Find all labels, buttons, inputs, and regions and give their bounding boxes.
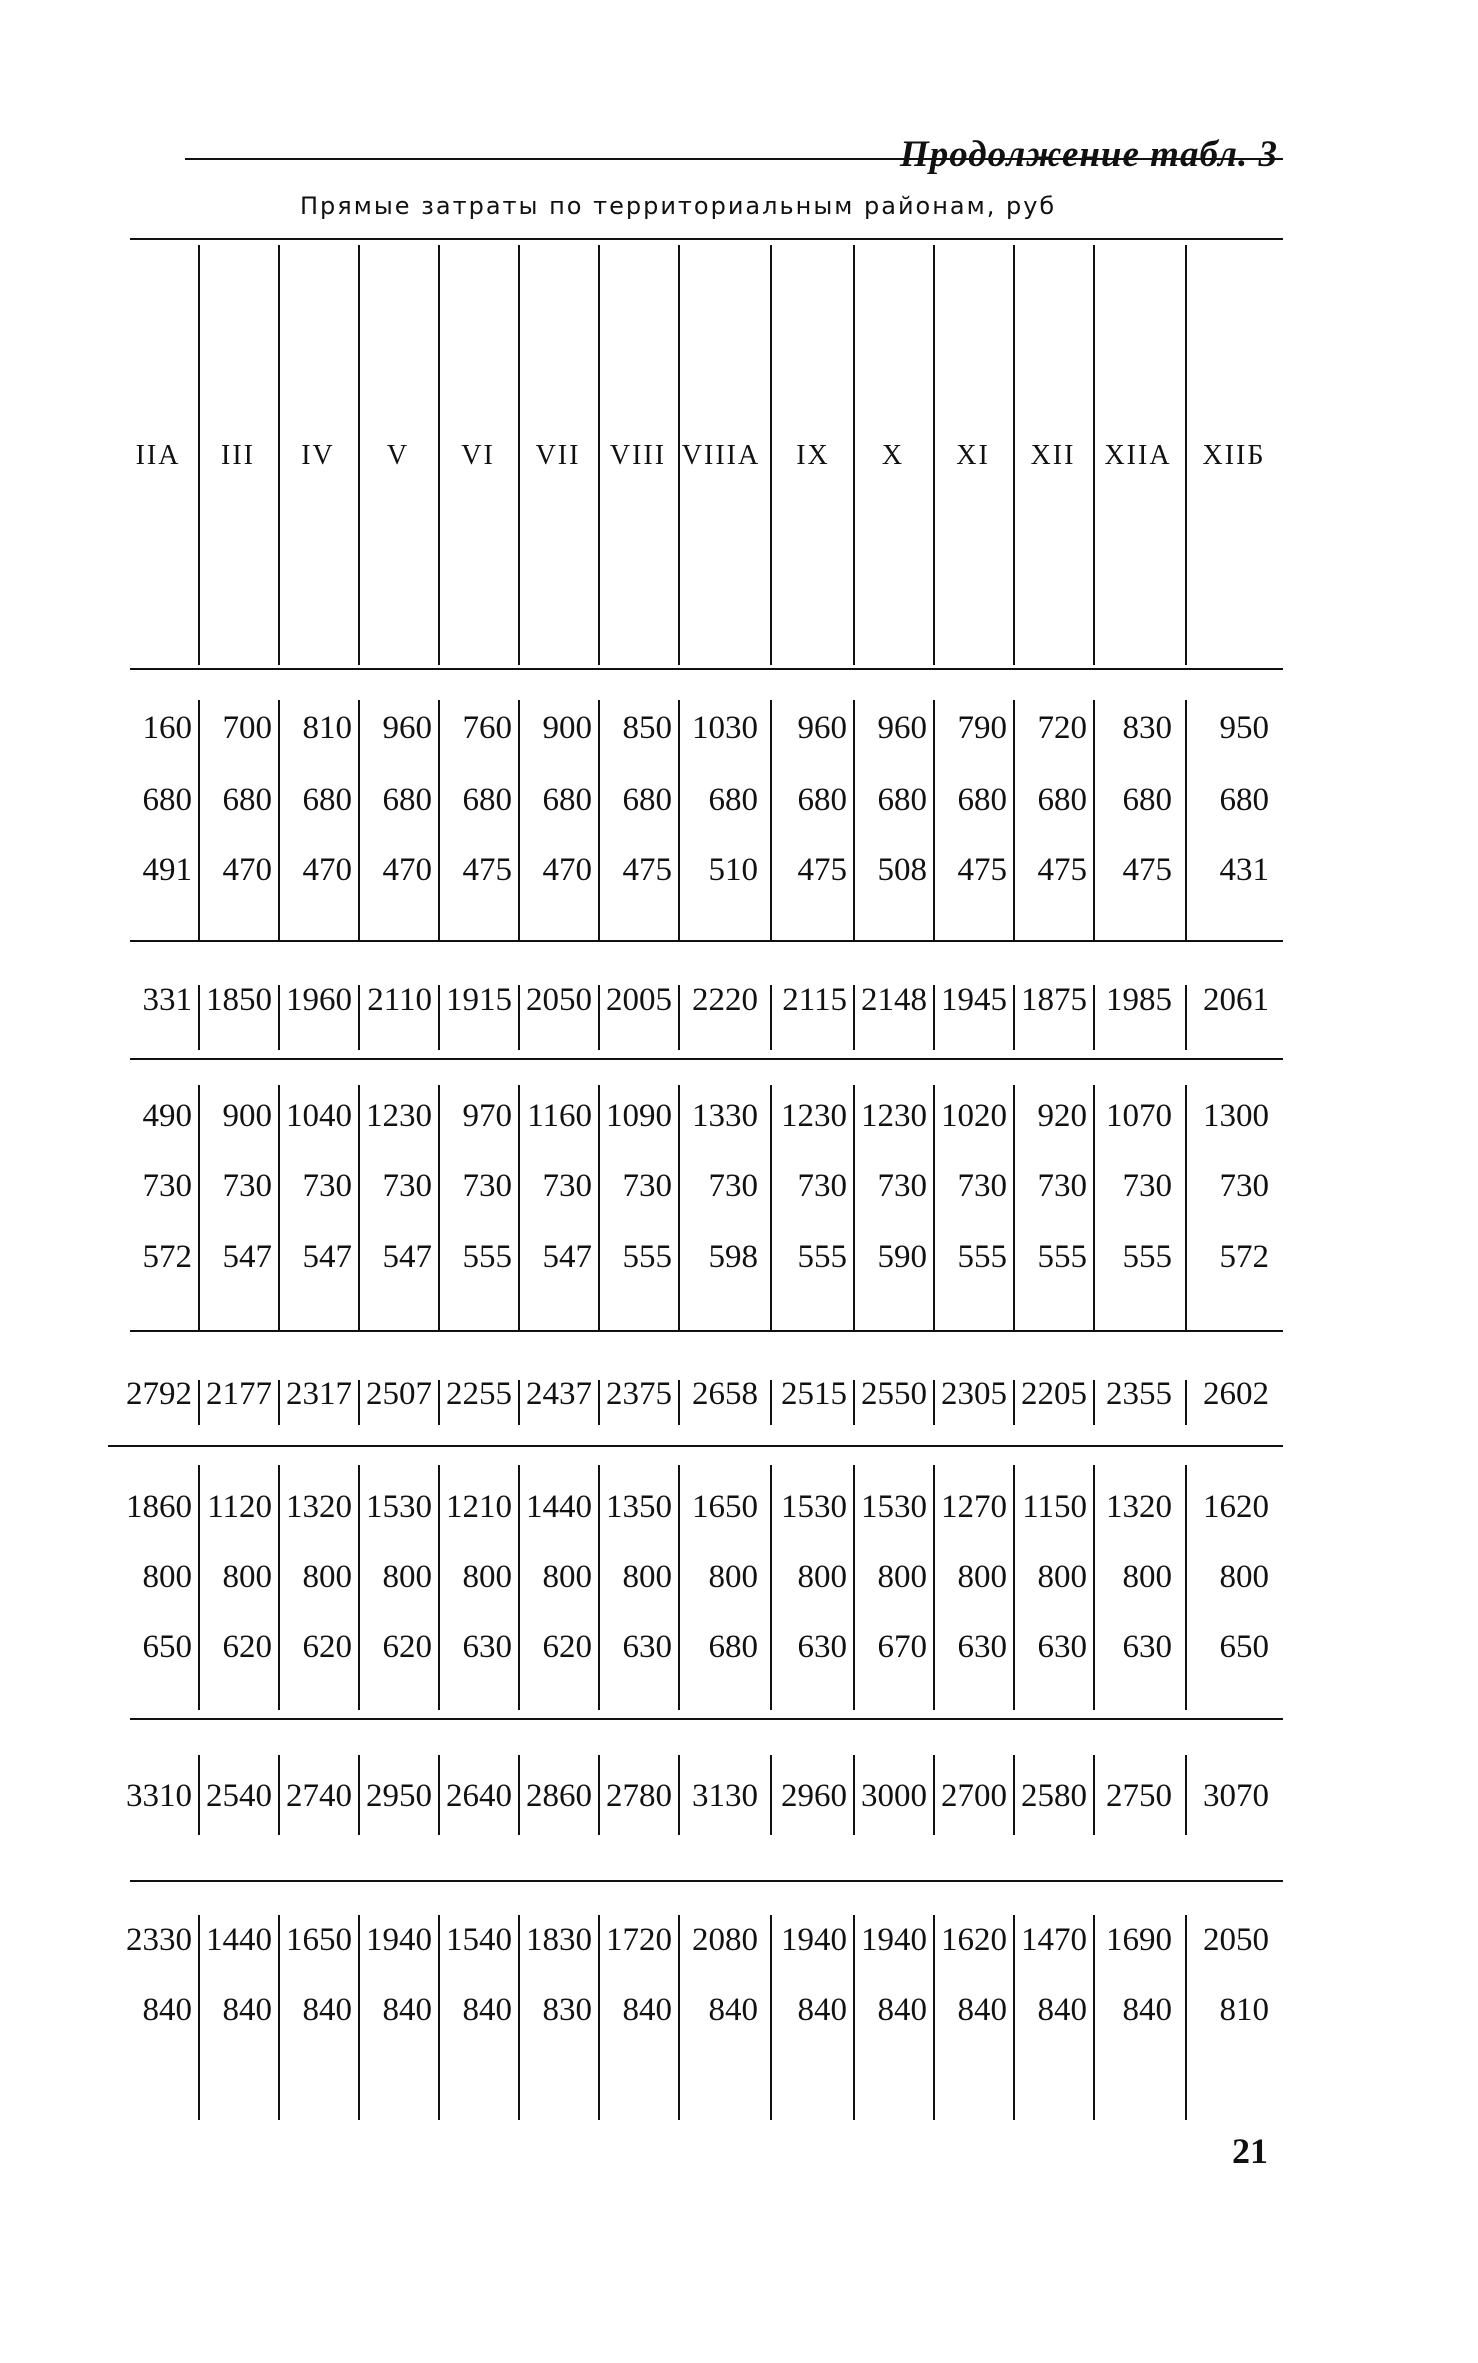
table-cell: 730: [302, 1168, 352, 1204]
table-cell: 730: [142, 1168, 192, 1204]
table-cell: 800: [1219, 1559, 1269, 1595]
table-cell: 620: [542, 1629, 592, 1665]
table-cell: 1940: [366, 1922, 432, 1958]
table-cell: 2115: [782, 982, 847, 1018]
table-cell: 547: [222, 1239, 272, 1275]
table-cell: 547: [382, 1239, 432, 1275]
table-cell: 680: [957, 782, 1007, 818]
table-cell: 1940: [781, 1922, 847, 1958]
table-cell: 810: [1219, 1992, 1269, 2028]
table-cell: 800: [142, 1559, 192, 1595]
table-cell: 680: [302, 782, 352, 818]
table-cell: 2148: [861, 982, 927, 1018]
table-cell: 680: [542, 782, 592, 818]
column-header: IV: [301, 440, 335, 471]
table-cell: 680: [462, 782, 512, 818]
table-rule: [130, 1718, 1283, 1720]
table-rule: [130, 940, 1283, 942]
table-cell: 760: [462, 710, 512, 746]
table-cell: 2550: [861, 1376, 927, 1412]
table-cell: 840: [797, 1992, 847, 2028]
table-cell: 2061: [1203, 982, 1269, 1018]
table-cell: 470: [222, 852, 272, 888]
table-cell: 1540: [446, 1922, 512, 1958]
column-divider: [770, 245, 772, 665]
table-cell: 800: [462, 1559, 512, 1595]
table-rule: [185, 158, 1283, 160]
table-cell: 1030: [692, 710, 758, 746]
table-cell: 547: [542, 1239, 592, 1275]
table-cell: 331: [142, 982, 192, 1018]
table-cell: 1690: [1106, 1922, 1172, 1958]
table-cell: 2110: [367, 982, 432, 1018]
table-cell: 555: [797, 1239, 847, 1275]
table-cell: 900: [542, 710, 592, 746]
table-cell: 3000: [861, 1778, 927, 1814]
table-cell: 960: [877, 710, 927, 746]
table-cell: 680: [708, 782, 758, 818]
table-cell: 1650: [286, 1922, 352, 1958]
table-cell: 1620: [941, 1922, 1007, 1958]
table-cell: 572: [1219, 1239, 1269, 1275]
table-cell: 840: [142, 1992, 192, 2028]
table-cell: 1830: [526, 1922, 592, 1958]
table-cell: 475: [1037, 852, 1087, 888]
table-cell: 730: [222, 1168, 272, 1204]
table-cell: 470: [542, 852, 592, 888]
table-cell: 830: [542, 1992, 592, 2028]
table-cell: 1620: [1203, 1489, 1269, 1525]
table-cell: 431: [1219, 852, 1269, 888]
table-cell: 850: [622, 710, 672, 746]
table-cell: 2255: [446, 1376, 512, 1412]
table-cell: 790: [957, 710, 1007, 746]
table-cell: 491: [142, 852, 192, 888]
table-cell: 630: [462, 1629, 512, 1665]
table-cell: 1210: [446, 1489, 512, 1525]
table-cell: 1070: [1106, 1098, 1172, 1134]
table-subtitle: Прямые затраты по территориальным районам, руб: [300, 192, 1057, 220]
table-cell: 2080: [692, 1922, 758, 1958]
table-cell: 920: [1037, 1098, 1087, 1134]
table-cell: 1940: [861, 1922, 927, 1958]
table-cell: 555: [462, 1239, 512, 1275]
table-cell: 840: [957, 1992, 1007, 2028]
table-cell: 840: [708, 1992, 758, 2028]
table-cell: 620: [302, 1629, 352, 1665]
column-header: XIIА: [1104, 440, 1172, 471]
table-cell: 1020: [941, 1098, 1007, 1134]
table-cell: 630: [1122, 1629, 1172, 1665]
table-cell: 800: [1122, 1559, 1172, 1595]
table-cell: 1320: [1106, 1489, 1172, 1525]
table-cell: 1850: [206, 982, 272, 1018]
table-cell: 475: [957, 852, 1007, 888]
table-cell: 490: [142, 1098, 192, 1134]
table-cell: 508: [877, 852, 927, 888]
table-cell: 1960: [286, 982, 352, 1018]
column-header: IX: [796, 440, 830, 471]
table-cell: 2050: [1203, 1922, 1269, 1958]
table-cell: 680: [1122, 782, 1172, 818]
table-cell: 510: [708, 852, 758, 888]
table-cell: 1350: [606, 1489, 672, 1525]
table-cell: 840: [382, 1992, 432, 2028]
table-cell: 680: [797, 782, 847, 818]
table-cell: 2792: [126, 1376, 192, 1412]
table-cell: 160: [142, 710, 192, 746]
table-cell: 680: [222, 782, 272, 818]
column-divider: [1185, 245, 1187, 665]
table-cell: 2640: [446, 1778, 512, 1814]
table-cell: 810: [302, 710, 352, 746]
table-cell: 2330: [126, 1922, 192, 1958]
table-cell: 630: [957, 1629, 1007, 1665]
table-cell: 840: [302, 1992, 352, 2028]
table-cell: 1440: [206, 1922, 272, 1958]
table-cell: 1320: [286, 1489, 352, 1525]
table-rule: [130, 238, 1283, 240]
table-cell: 2540: [206, 1778, 272, 1814]
table-cell: 3130: [692, 1778, 758, 1814]
table-cell: 1720: [606, 1922, 672, 1958]
table-cell: 730: [877, 1168, 927, 1204]
table-cell: 650: [142, 1629, 192, 1665]
column-header: VII: [535, 440, 581, 471]
table-cell: 1650: [692, 1489, 758, 1525]
table-cell: 470: [382, 852, 432, 888]
table-cell: 1530: [366, 1489, 432, 1525]
table-cell: 680: [382, 782, 432, 818]
page-number: 21: [1232, 2131, 1268, 2171]
table-cell: 630: [797, 1629, 847, 1665]
table-cell: 470: [302, 852, 352, 888]
table-cell: 800: [797, 1559, 847, 1595]
table-cell: 475: [797, 852, 847, 888]
table-cell: 2602: [1203, 1376, 1269, 1412]
table-cell: 1470: [1021, 1922, 1087, 1958]
table-cell: 680: [877, 782, 927, 818]
table-cell: 555: [1037, 1239, 1087, 1275]
table-cell: 700: [222, 710, 272, 746]
table-cell: 1150: [1022, 1489, 1087, 1525]
table-cell: 800: [622, 1559, 672, 1595]
column-header: V: [386, 440, 410, 471]
table-cell: 2507: [366, 1376, 432, 1412]
table-cell: 680: [142, 782, 192, 818]
table-cell: 720: [1037, 710, 1087, 746]
table-cell: 650: [1219, 1629, 1269, 1665]
column-header: VIIIА: [681, 440, 761, 471]
column-header: XIIБ: [1202, 440, 1266, 471]
table-cell: 555: [1122, 1239, 1172, 1275]
table-cell: 1440: [526, 1489, 592, 1525]
table-cell: 960: [797, 710, 847, 746]
table-cell: 1040: [286, 1098, 352, 1134]
table-cell: 2177: [206, 1376, 272, 1412]
table-cell: 2355: [1106, 1376, 1172, 1412]
table-cell: 670: [877, 1629, 927, 1665]
table-cell: 1875: [1021, 982, 1087, 1018]
table-cell: 1230: [781, 1098, 847, 1134]
table-rule: [130, 1330, 1283, 1332]
table-cell: 680: [622, 782, 672, 818]
table-rule: [130, 1058, 1283, 1060]
table-cell: 620: [382, 1629, 432, 1665]
table-cell: 1530: [861, 1489, 927, 1525]
table-cell: 475: [622, 852, 672, 888]
table-cell: 730: [957, 1168, 1007, 1204]
table-cell: 2780: [606, 1778, 672, 1814]
table-cell: 572: [142, 1239, 192, 1275]
table-cell: 840: [877, 1992, 927, 2028]
table-cell: 1945: [941, 982, 1007, 1018]
table-cell: 730: [1037, 1168, 1087, 1204]
table-cell: 840: [1037, 1992, 1087, 2028]
table-cell: 1230: [861, 1098, 927, 1134]
table-cell: 1530: [781, 1489, 847, 1525]
table-cell: 1090: [606, 1098, 672, 1134]
table-rule: [130, 1880, 1283, 1882]
table-cell: 730: [1219, 1168, 1269, 1204]
table-cell: 2515: [781, 1376, 847, 1412]
table-cell: 1270: [941, 1489, 1007, 1525]
table-cell: 2050: [526, 982, 592, 1018]
table-cell: 2220: [692, 982, 758, 1018]
table-cell: 2580: [1021, 1778, 1087, 1814]
table-cell: 1230: [366, 1098, 432, 1134]
table-caption: Продолжение табл. 3: [900, 134, 1278, 175]
table-cell: 800: [302, 1559, 352, 1595]
table-cell: 3070: [1203, 1778, 1269, 1814]
table-cell: 900: [222, 1098, 272, 1134]
table-cell: 630: [622, 1629, 672, 1665]
table-cell: 2005: [606, 982, 672, 1018]
table-cell: 800: [542, 1559, 592, 1595]
table-cell: 2375: [606, 1376, 672, 1412]
table-cell: 2305: [941, 1376, 1007, 1412]
table-cell: 800: [382, 1559, 432, 1595]
column-header: VI: [461, 440, 495, 471]
table-cell: 800: [1037, 1559, 1087, 1595]
table-cell: 555: [622, 1239, 672, 1275]
table-cell: 2205: [1021, 1376, 1087, 1412]
table-cell: 680: [1219, 782, 1269, 818]
table-cell: 1860: [126, 1489, 192, 1525]
table-cell: 840: [622, 1992, 672, 2028]
table-cell: 1120: [207, 1489, 272, 1525]
table-cell: 730: [797, 1168, 847, 1204]
column-header: XII: [1030, 440, 1076, 471]
table-cell: 2960: [781, 1778, 847, 1814]
table-cell: 730: [708, 1168, 758, 1204]
column-header: XI: [956, 440, 990, 471]
table-cell: 630: [1037, 1629, 1087, 1665]
column-header: IIА: [135, 440, 181, 471]
table-cell: 1915: [446, 982, 512, 1018]
table-cell: 475: [1122, 852, 1172, 888]
table-cell: 840: [222, 1992, 272, 2028]
table-cell: 1300: [1203, 1098, 1269, 1134]
table-cell: 2437: [526, 1376, 592, 1412]
table-cell: 730: [1122, 1168, 1172, 1204]
table-cell: 970: [462, 1098, 512, 1134]
table-cell: 598: [708, 1239, 758, 1275]
table-cell: 2740: [286, 1778, 352, 1814]
table-cell: 830: [1122, 710, 1172, 746]
table-cell: 730: [462, 1168, 512, 1204]
table-cell: 2700: [941, 1778, 1007, 1814]
table-cell: 730: [382, 1168, 432, 1204]
column-header: X: [881, 440, 905, 471]
table-cell: 590: [877, 1239, 927, 1275]
table-cell: 1330: [692, 1098, 758, 1134]
column-header: VIII: [609, 440, 667, 471]
table-cell: 1160: [527, 1098, 592, 1134]
column-divider: [1093, 245, 1095, 665]
table-rule: [108, 1445, 1283, 1447]
table-cell: 960: [382, 710, 432, 746]
table-cell: 950: [1219, 710, 1269, 746]
table-cell: 2658: [692, 1376, 758, 1412]
table-cell: 475: [462, 852, 512, 888]
table-cell: 800: [708, 1559, 758, 1595]
table-cell: 680: [1037, 782, 1087, 818]
table-cell: 730: [622, 1168, 672, 1204]
table-cell: 840: [462, 1992, 512, 2028]
table-cell: 800: [877, 1559, 927, 1595]
table-cell: 547: [302, 1239, 352, 1275]
table-cell: 2317: [286, 1376, 352, 1412]
table-cell: 555: [957, 1239, 1007, 1275]
table-cell: 2950: [366, 1778, 432, 1814]
table-cell: 620: [222, 1629, 272, 1665]
table-rule: [130, 668, 1283, 670]
table-cell: 840: [1122, 1992, 1172, 2028]
table-cell: 3310: [126, 1778, 192, 1814]
table-cell: 730: [542, 1168, 592, 1204]
table-cell: 800: [222, 1559, 272, 1595]
table-cell: 680: [708, 1629, 758, 1665]
table-cell: 1985: [1106, 982, 1172, 1018]
table-cell: 800: [957, 1559, 1007, 1595]
table-cell: 2750: [1106, 1778, 1172, 1814]
column-header: III: [221, 440, 255, 471]
table-cell: 2860: [526, 1778, 592, 1814]
